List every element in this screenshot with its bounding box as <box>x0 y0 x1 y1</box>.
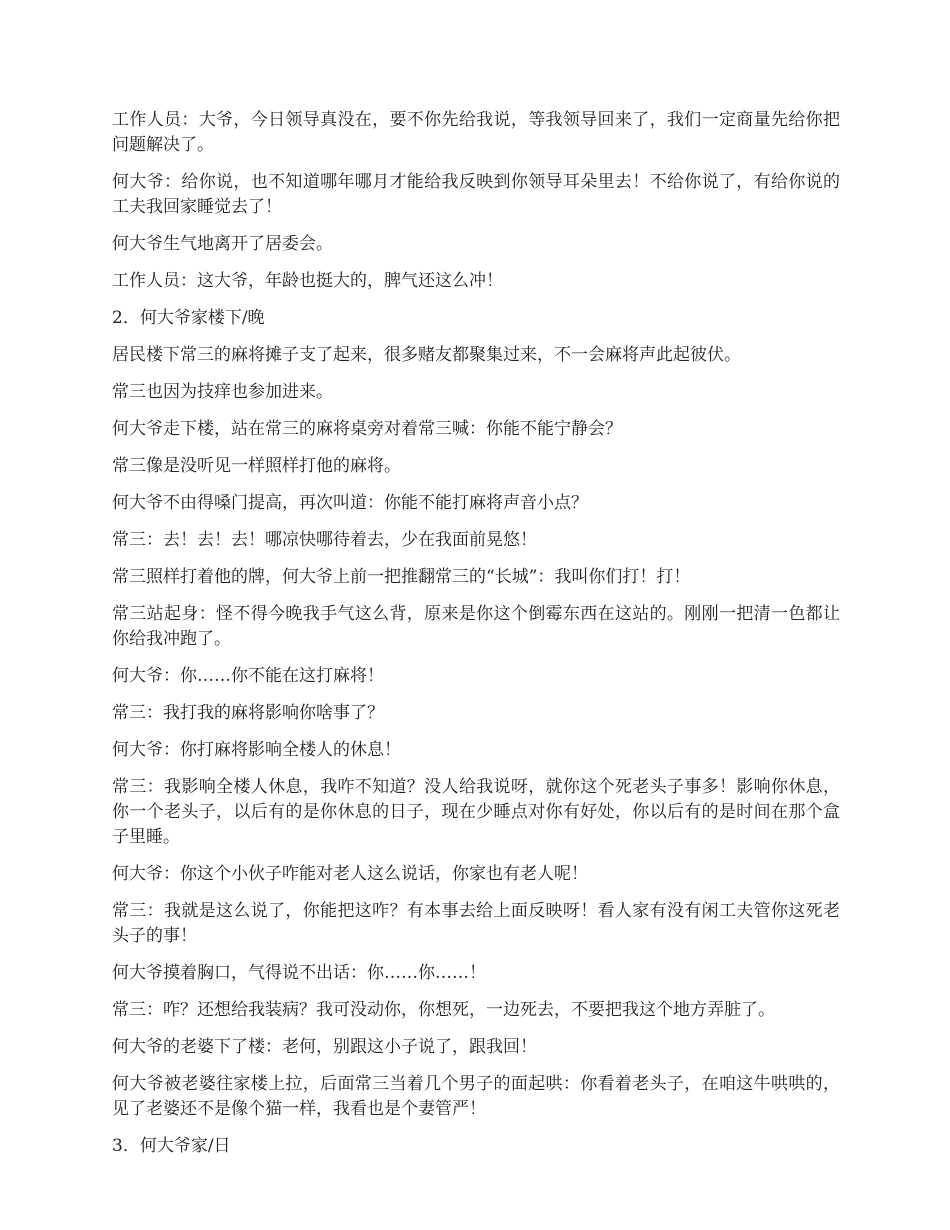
paragraph: 何大爷：你……你不能在这打麻将！ <box>112 666 384 686</box>
paragraph: 何大爷不由得嗓门提高，再次叫道：你能不能打麻将声音小点？ <box>112 493 588 513</box>
document-page <box>112 108 840 1171</box>
paragraph: 工作人员：大爷，今日领导真没在，要不你先给我说，等我领导回来了，我们一定商量先给你把问题解决了。 <box>112 110 840 155</box>
paragraph: 常三：我影响全楼人休息，我咋不知道？没人给我说呀，就你这个死老头子事多！影响你休息，你一个老头子，以后有的是你休息的日子，现在少睡点对你有好处，你以后有的是时间在那个盒子里睡。 <box>112 777 840 847</box>
paragraph: 常三照样打着他的牌，何大爷上前一把推翻常三的“长城”：我叫你们打！打！ <box>112 567 691 587</box>
paragraph: 居民楼下常三的麻将摊子支了起来，很多赌友都聚集过来，不一会麻将声此起彼伏。 <box>112 345 741 365</box>
paragraph: 常三像是没听见一样照样打他的麻将。 <box>112 456 401 476</box>
paragraph: 何大爷生气地离开了居委会。 <box>112 234 333 254</box>
paragraph: 何大爷走下楼，站在常三的麻将桌旁对着常三喊：你能不能宁静会？ <box>112 419 622 439</box>
scene-heading: 3．何大爷家/日 <box>112 1136 231 1156</box>
paragraph: 常三也因为技痒也参加进来。 <box>112 382 333 402</box>
paragraph: 常三：咋？还想给我装病？我可没动你，你想死，一边死去，不要把我这个地方弄脏了。 <box>112 1000 775 1020</box>
paragraph: 何大爷的老婆下了楼：老何，别跟这小子说了，跟我回！ <box>112 1037 537 1057</box>
scene-heading: 2．何大爷家楼下/晚 <box>112 308 265 328</box>
paragraph: 常三：我打我的麻将影响你啥事了？ <box>112 703 384 723</box>
paragraph: 工作人员：这大爷，年龄也挺大的，脾气还这么冲！ <box>112 271 503 291</box>
paragraph: 何大爷摸着胸口，气得说不出话：你……你……！ <box>112 963 486 983</box>
paragraph: 何大爷被老婆往家楼上拉，后面常三当着几个男子的面起哄：你看着老头子，在咱这牛哄哄的，见了老婆还不是像个猫一样，我看也是个妻管严！ <box>112 1074 840 1119</box>
paragraph: 常三：去！去！去！哪凉快哪待着去，少在我面前晃悠！ <box>112 530 537 550</box>
paragraph: 何大爷：你打麻将影响全楼人的休息！ <box>112 740 401 760</box>
paragraph: 常三站起身：怪不得今晚我手气这么背，原来是你这个倒霉东西在这站的。刚刚一把清一色都让你给我冲跑了。 <box>112 604 840 649</box>
paragraph: 何大爷：给你说，也不知道哪年哪月才能给我反映到你领导耳朵里去！不给你说了，有给你说的工夫我回家睡觉去了！ <box>112 172 840 217</box>
paragraph: 常三：我就是这么说了，你能把这咋？有本事去给上面反映呀！看人家有没有闲工夫管你这死老头子的事！ <box>112 901 840 946</box>
paragraph: 何大爷：你这个小伙子咋能对老人这么说话，你家也有老人呢！ <box>112 864 588 884</box>
